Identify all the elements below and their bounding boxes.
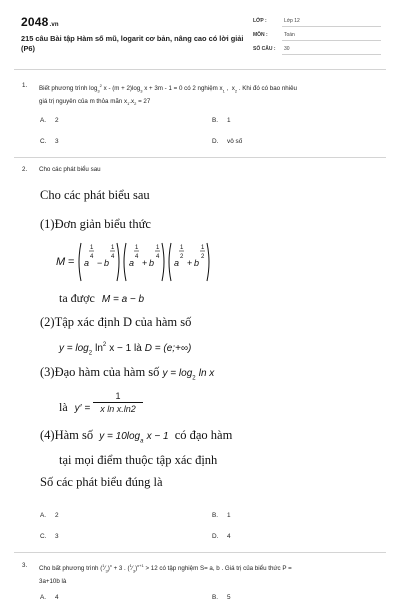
- question-3-number: 3.: [22, 562, 28, 569]
- q2-option-c[interactable]: C. 3: [40, 533, 59, 540]
- q1-option-c[interactable]: C. 3: [40, 138, 59, 145]
- svg-text:b: b: [104, 258, 110, 268]
- question-1-number: 1.: [22, 82, 28, 89]
- svg-text:2: 2: [201, 254, 205, 260]
- q1-option-b[interactable]: B. 1: [212, 117, 231, 124]
- q2-option-d[interactable]: D. 4: [212, 533, 231, 540]
- divider: [14, 69, 386, 70]
- svg-text:b: b: [149, 258, 155, 268]
- meta-question-count: SỐ CÂU : 30: [253, 44, 381, 55]
- question-3-text: Cho bất phương trình $(^1⁄_3)^x + 3$ . $(^1⁄_3)^{x+1} > 12$ có tập nghiệm S= a, b . Giá trị của biểu thức P = 3a+10b là: [39, 563, 292, 586]
- statements-intro: Cho các phát biểu sau: [40, 188, 150, 202]
- svg-text:1: 1: [156, 245, 160, 251]
- statement-4: (4)Hàm số $y = 10\log_a$ x − 1 có đạo hàm: [40, 428, 233, 445]
- page-header: [0, 0, 400, 64]
- svg-text:1: 1: [201, 245, 205, 251]
- statement-1: (1)Đơn giản biểu thức: [40, 217, 151, 231]
- q1-option-a[interactable]: A. 2: [40, 117, 59, 124]
- statements-question: Số các phát biểu đúng là: [40, 475, 163, 489]
- statement-2: (2)Tập xác định D của hàm số: [40, 315, 192, 329]
- statement-4-line2: tại mọi điểm thuộc tập xác định: [59, 453, 218, 467]
- expression-m-formula: [56, 240, 226, 284]
- q3-option-b[interactable]: B. 5: [212, 594, 231, 600]
- svg-text:1: 1: [111, 245, 115, 251]
- svg-text:=: =: [68, 256, 75, 268]
- meta-subject: MÔN : Toán: [253, 30, 381, 41]
- svg-text:b: b: [194, 258, 200, 268]
- svg-text:4: 4: [135, 254, 139, 260]
- statement-3: (3)Đạo hàm của hàm số $y = \log_2 \ln x$: [40, 365, 215, 382]
- derivative-fraction: 1 x ln x.ln2: [93, 391, 143, 414]
- q1-option-d[interactable]: D. vô số: [212, 138, 243, 145]
- svg-text:a: a: [174, 258, 180, 268]
- svg-text:+: +: [142, 258, 148, 268]
- q2-option-a[interactable]: A. 2: [40, 512, 59, 519]
- svg-text:1: 1: [135, 245, 139, 251]
- q2-option-b[interactable]: B. 1: [212, 512, 231, 519]
- divider: [14, 157, 386, 158]
- svg-text:2: 2: [180, 254, 184, 260]
- svg-text:4: 4: [90, 254, 94, 260]
- meta-class: LỚP : Lớp 12: [253, 16, 381, 27]
- question-2-text: Cho các phát biểu sau: [39, 166, 101, 173]
- svg-text:a: a: [129, 258, 135, 268]
- q3-option-a[interactable]: A. 4: [40, 594, 59, 600]
- brand-logo[interactable]: 2048.vn: [21, 15, 59, 29]
- divider: [14, 552, 386, 553]
- question-1-text: Biết phương trình $\log_3^2 x - (m + 2)\log_3$ x + 3m - 1 = 0 có 2 nghiệm $x_1$ , $x_2$ . Khi đó có bao nhiêu giá trị nguyên của m thỏa mãn $x_1.x_2 = 27$: [39, 83, 297, 107]
- question-2-number: 2.: [22, 166, 28, 173]
- svg-text:4: 4: [156, 254, 160, 260]
- statement-3-derivative: là y′ =: [59, 400, 91, 414]
- svg-text:1: 1: [180, 245, 184, 251]
- svg-text:+: +: [187, 258, 193, 268]
- svg-text:1: 1: [90, 245, 94, 251]
- svg-text:−: −: [97, 258, 103, 268]
- document-title: 215 câu Bài tập Hàm số mũ, logarit cơ bản, nâng cao có lời giải (P6): [21, 34, 244, 53]
- statement-1-result: ta được M = a − b: [59, 291, 145, 305]
- svg-text:M: M: [56, 256, 66, 268]
- svg-text:4: 4: [111, 254, 115, 260]
- svg-text:a: a: [84, 258, 90, 268]
- statement-2-formula: $y = \log_2 \ln^2 x - 1$ là D = (e;+∞): [59, 342, 192, 357]
